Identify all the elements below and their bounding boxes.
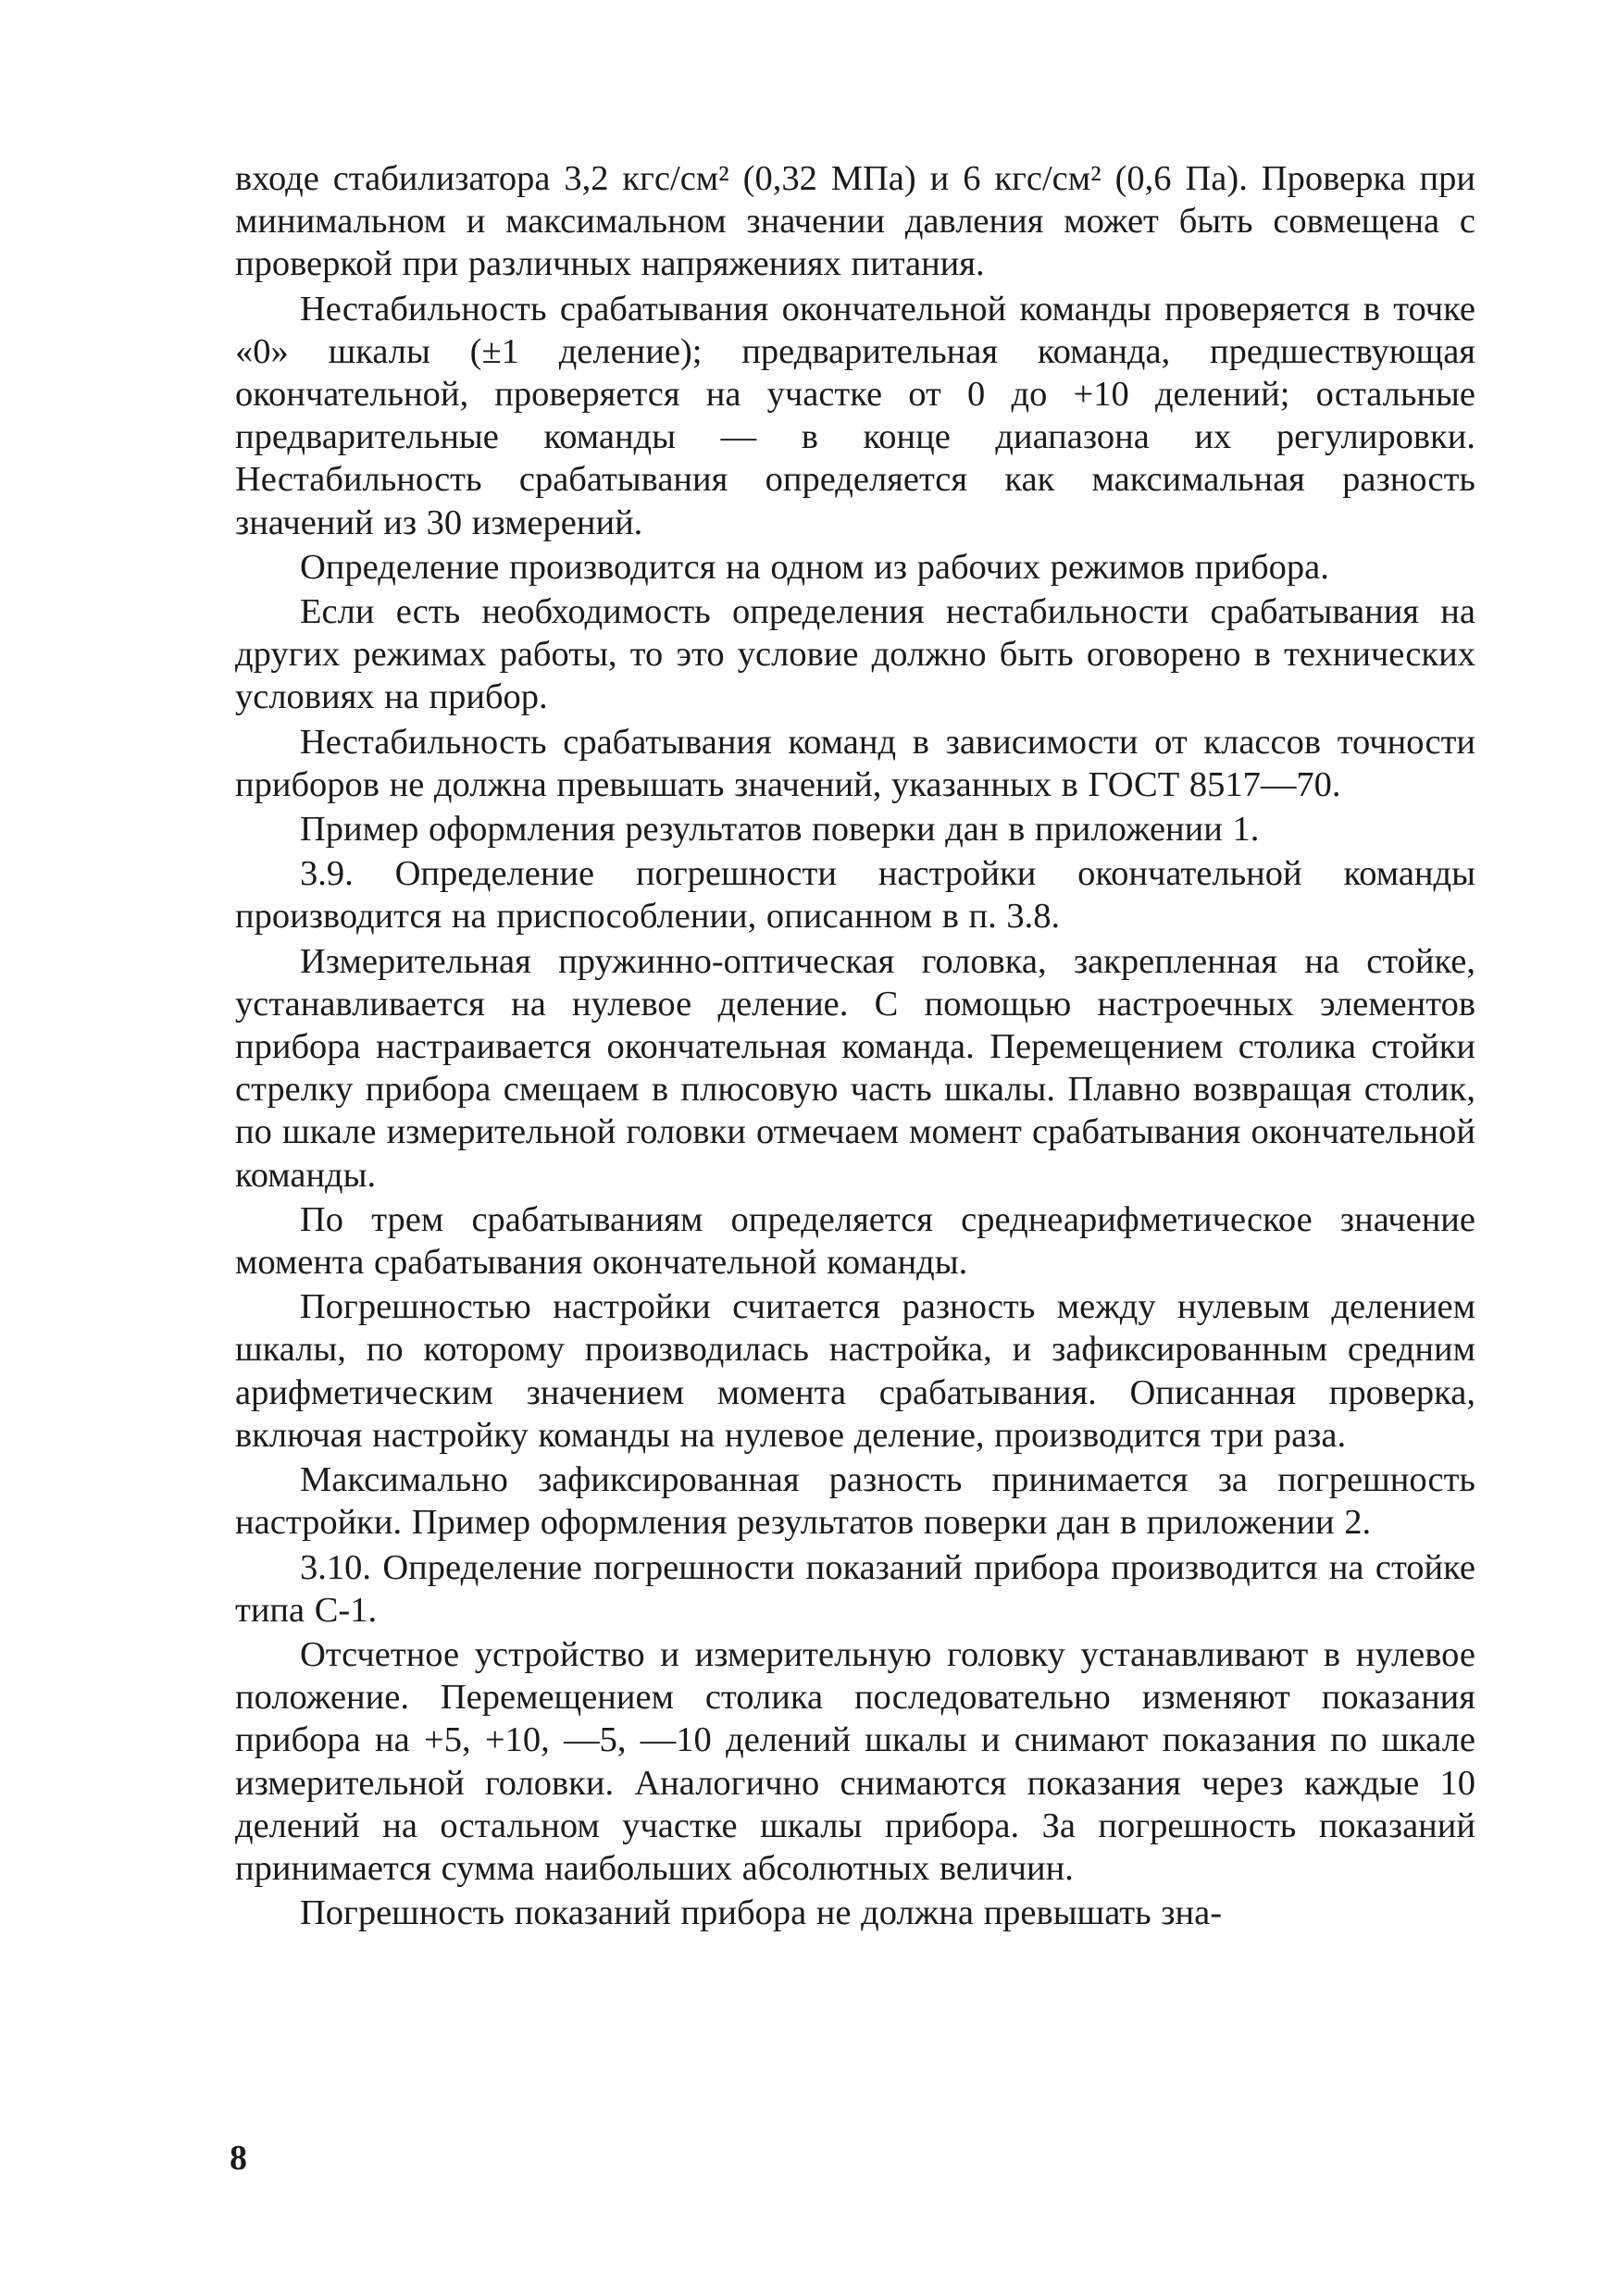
page-body bbox=[235, 157, 1475, 1934]
paragraph-7: 3.9. Определение погрешности настройки окончательной команды производится на приспособлении, описанном в п. 3.8. bbox=[235, 854, 1475, 937]
page-number: 8 bbox=[230, 2139, 247, 2178]
paragraph-5: Нестабильность срабатывания команд в зависимости от классов точности приборов не должна превышать значений, указанных в ГОСТ 8517—70. bbox=[235, 722, 1475, 804]
paragraph-3: Определение производится на одном из рабочих режимов прибора. bbox=[300, 547, 1329, 587]
paragraph-1: входе стабилизатора 3,2 кгс/см² (0,32 МПа) и 6 кгс/см² (0,6 Па). Проверка при минимальном и максимальном значении давления может быть совмещена с проверкой при различных напряжениях питания. bbox=[235, 159, 1475, 284]
paragraph-6: Пример оформления результатов поверки дан в приложении 1. bbox=[300, 810, 1260, 850]
paragraph-9: По трем срабатываниям определяется среднеарифметическое значение момента срабатывания окончательной команды. bbox=[235, 1199, 1475, 1283]
paragraph-13: Отсчетное устройство и измерительную головку устанавливают в нулевое положение. Перемещением столика последовательно изменяют показания прибора на +5, +10, —5, —10 делений шкалы и снимают показания по шкале измерительной головки. Аналогично снимаются показания через каждые 10 делений на остальном участке шкалы прибора. За погрешность показаний принимается сумма наибольших абсолютных величин. bbox=[235, 1634, 1475, 1888]
paragraph-12: 3.10. Определение погрешности показаний прибора производится на стойке типа С-1. bbox=[235, 1547, 1475, 1630]
paragraph-2: Нестабильность срабатывания окончательной команды проверяется в точке «0» шкалы (±1 деление); предварительная команда, предшествующая окончательной, проверяется на участке от 0 до +10 делений; остальные предварительные команды — в конце диапазона их регулировки. Нестабильность срабатывания определяется как максимальная разность значений из 30 измерений. bbox=[235, 289, 1475, 542]
paragraph-14: Погрешность показаний прибора не должна превышать зна- bbox=[300, 1893, 1223, 1933]
paragraph-4: Если есть необходимость определения нестабильности срабатывания на других режимах работы, то это условие должно быть оговорено в технических условиях на прибор. bbox=[235, 592, 1475, 717]
paragraph-8: Измерительная пружинно-оптическая головка, закрепленная на стойке, устанавливается на нулевое деление. С помощью настроечных элементов прибора настраивается окончательная команда. Перемещением столика стойки стрелку прибора смещаем в плюсовую часть шкалы. Плавно возвращая столик, по шкале измерительной головки отмечаем момент срабатывания окончательной команды. bbox=[235, 941, 1475, 1195]
paragraph-10: Погрешностью настройки считается разность между нулевым делением шкалы, по которому производилась настройка, и зафиксированным средним арифметическим значением момента срабатывания. Описанная проверка, включая настройку команды на нулевое деление, производится три раза. bbox=[235, 1287, 1475, 1455]
paragraph-11: Максимально зафиксированная разность принимается за погрешность настройки. Пример оформления результатов поверки дан в приложении 2. bbox=[235, 1460, 1475, 1543]
